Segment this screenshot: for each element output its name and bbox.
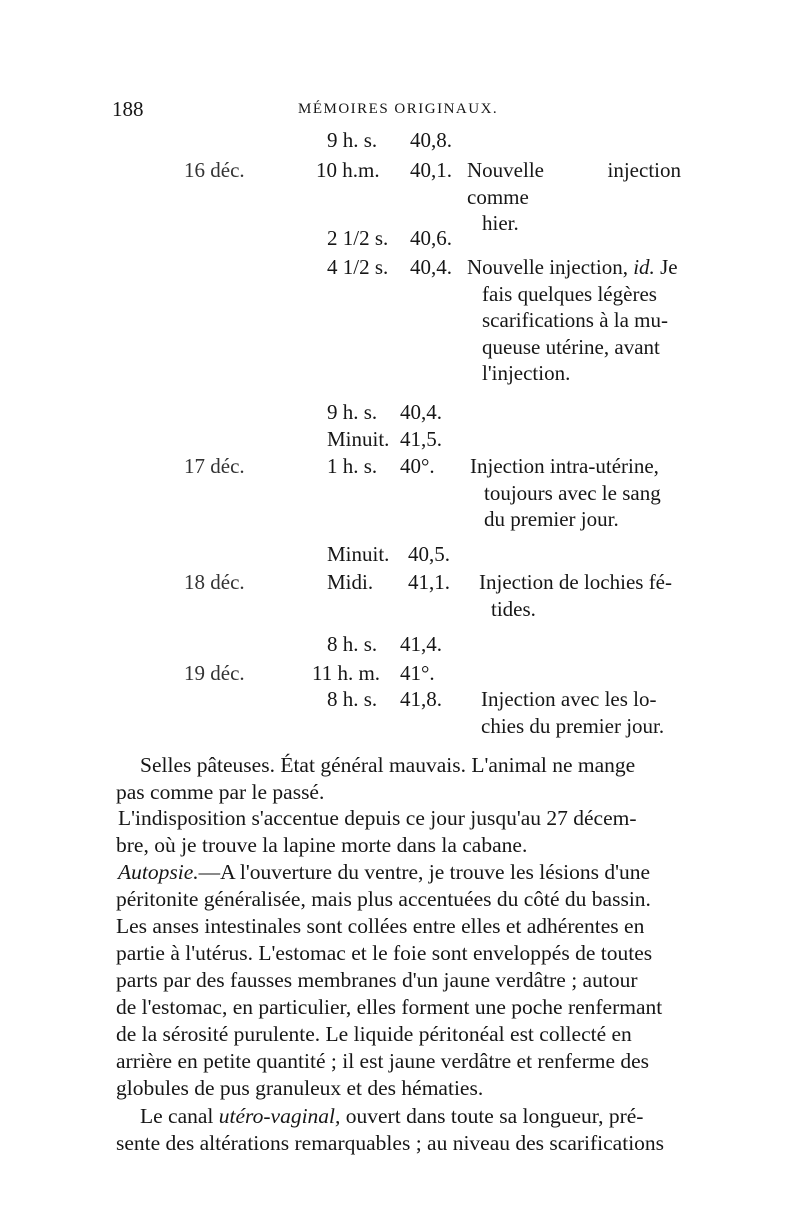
text-line: parts par des fausses membranes d'un jaune verdâtre ; autour — [116, 968, 638, 992]
log-time: 9 h. s. — [327, 128, 378, 152]
log-date: 16 déc. — [184, 158, 245, 182]
text-line: bre, où je trouve la lapine morte dans la cabane. — [116, 833, 528, 857]
text-line: pas comme par le passé. — [116, 780, 325, 804]
log-entry — [316, 157, 452, 184]
log-time: 10 h.m. — [316, 158, 380, 182]
paragraph — [116, 752, 684, 806]
note-line — [467, 254, 681, 281]
log-temp: 40,8. — [410, 128, 452, 152]
note-line: tides. — [491, 596, 536, 621]
log-time: 8 h. s. — [327, 632, 378, 656]
log-temp: 40,5. — [408, 542, 450, 566]
note-line: Injection avec les lo- — [481, 687, 657, 711]
note-line: Injection intra-utérine, — [470, 454, 659, 478]
log-entry — [327, 569, 450, 596]
log-temp: 40,4. — [400, 400, 442, 424]
log-entry — [327, 541, 450, 568]
log-entry — [327, 426, 442, 453]
note-line: scarifications à la mu- — [482, 308, 669, 332]
text-line: Selles pâteuses. État général mauvais. L'animal ne mange — [140, 753, 636, 777]
paragraph — [116, 1103, 684, 1157]
note-line: fais quelques légères — [482, 281, 657, 306]
text-line: de la sérosité purulente. Le liquide péritonéal est collecté en — [116, 1022, 632, 1046]
log-time: 11 h. m. — [312, 661, 381, 685]
log-temp: 40,1. — [410, 158, 452, 182]
log-temp: 41,5. — [400, 427, 442, 451]
log-temp: 41,4. — [400, 632, 442, 656]
text-line — [116, 859, 684, 886]
note-text: Nouvelle injection, — [467, 255, 634, 279]
note-line: Injection de lochies fé- — [479, 570, 672, 594]
note-line: queuse utérine, avant — [482, 334, 660, 359]
note-line: chies du premier jour. — [481, 713, 665, 738]
term: utéro-vaginal, — [218, 1104, 341, 1128]
log-date: 18 déc. — [184, 570, 245, 594]
log-note — [467, 157, 681, 237]
text-line: L'indisposition s'accentue depuis ce jour jusqu'au 27 décem- — [118, 806, 637, 830]
running-title: MÉMOIRES ORIGINAUX. — [298, 101, 499, 117]
log-entry — [327, 225, 452, 252]
note-line: hier. — [482, 211, 519, 235]
note-line: du premier jour. — [484, 507, 619, 531]
log-entry — [327, 254, 452, 281]
log-temp: 41,1. — [408, 570, 450, 594]
log-note — [470, 453, 682, 533]
log-note — [481, 686, 682, 739]
text-line: arrière en petite quantité ; il est jaune verdâtre et renferme des — [116, 1049, 650, 1073]
log-entry — [327, 127, 452, 154]
text-run: Le canal — [140, 1104, 219, 1128]
log-note — [479, 569, 681, 622]
log-temp: 40°. — [400, 454, 435, 478]
log-entry — [327, 631, 442, 658]
note-text: Je — [654, 255, 678, 279]
log-time: 4 1/2 s. — [327, 255, 389, 279]
text-line: de l'estomac, en particulier, elles forment une poche renfermant — [116, 995, 663, 1019]
log-temp: 40,4. — [410, 255, 452, 279]
section-label: Autopsie. — [118, 860, 199, 884]
log-entry — [312, 660, 435, 687]
text-line: sente des altérations remarquables ; au niveau des scarifications — [116, 1131, 665, 1155]
log-time: 8 h. s. — [327, 687, 378, 711]
log-time: Minuit. — [327, 427, 390, 451]
text-line: partie à l'utérus. L'estomac et le foie sont enveloppés de toutes — [116, 941, 653, 965]
text-line: péritonite généralisée, mais plus accentuées du côté du bassin. — [116, 887, 651, 911]
note-line: toujours avec le sang — [484, 480, 661, 505]
log-entry — [327, 686, 442, 713]
note-italic: id. — [633, 255, 655, 279]
log-time: 9 h. s. — [327, 400, 378, 424]
log-date: 17 déc. — [184, 454, 245, 478]
text-line — [116, 1103, 684, 1130]
log-temp: 41,8. — [400, 687, 442, 711]
text-run: ouvert dans toute sa longueur, pré- — [340, 1104, 644, 1128]
note-line: l'injection. — [482, 361, 571, 385]
text-line: globules de pus granuleux et des hématies. — [116, 1076, 484, 1100]
log-note — [467, 254, 681, 387]
note-line: Nouvelle injection comme — [467, 158, 681, 209]
log-time: 2 1/2 s. — [327, 226, 389, 250]
log-entry — [327, 399, 442, 426]
log-time: Midi. — [327, 570, 374, 594]
log-temp: 40,6. — [410, 226, 452, 250]
log-time: Minuit. — [327, 542, 390, 566]
paragraph — [116, 859, 684, 1102]
page-number: 188 — [112, 97, 144, 121]
log-time: 1 h. s. — [327, 454, 378, 478]
text-line: Les anses intestinales sont collées entre elles et adhérentes en — [116, 914, 645, 938]
log-entry — [327, 453, 435, 480]
text-run: —A l'ouverture du ventre, je trouve les lésions d'une — [198, 860, 650, 884]
paragraph — [116, 805, 684, 859]
log-temp: 41°. — [400, 661, 435, 685]
log-date: 19 déc. — [184, 661, 245, 685]
